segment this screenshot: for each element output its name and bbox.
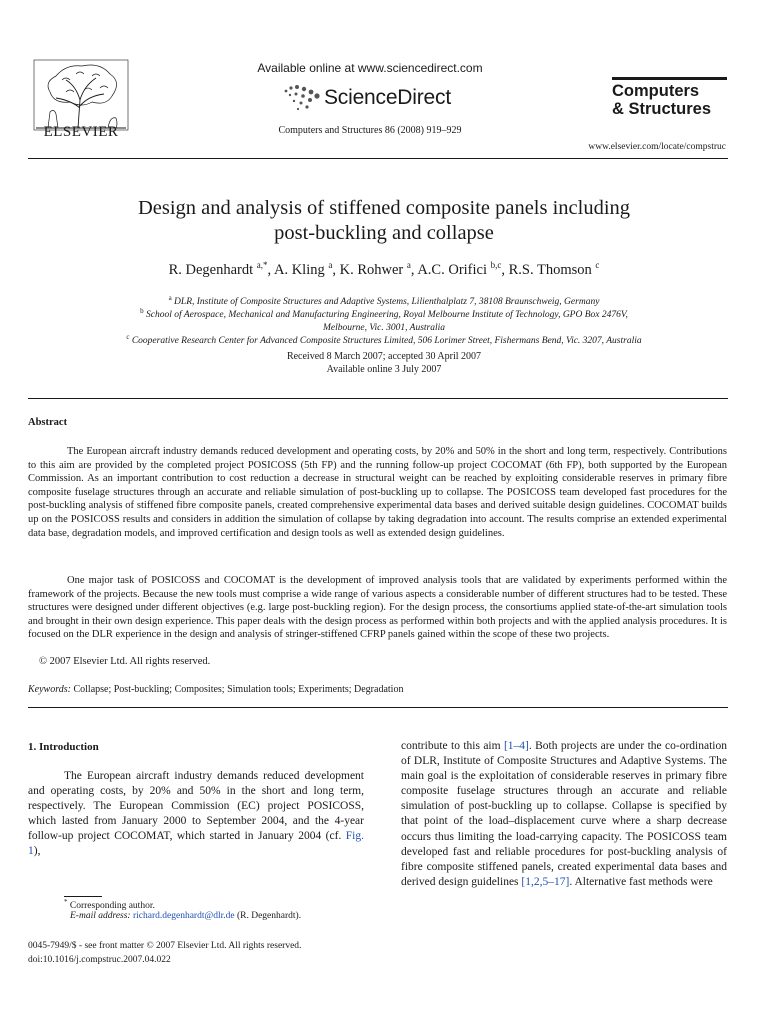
- affiliation-mark: c: [126, 333, 130, 341]
- introduction-left-column: [28, 769, 364, 860]
- introduction-right-column: [401, 739, 727, 890]
- figure-link[interactable]: Fig. 1: [28, 830, 364, 858]
- author-separator: ,: [501, 261, 509, 278]
- header-divider: [28, 158, 728, 159]
- footnote-mark: *: [64, 898, 68, 906]
- affiliation-text-continued: Melbourne, Vic. 3001, Australia: [322, 322, 446, 333]
- available-online-text: Available online at www.sciencedirect.com: [257, 61, 483, 75]
- available-online-date: Available online 3 July 2007: [326, 364, 442, 375]
- section-heading-introduction: 1. Introduction: [28, 741, 99, 753]
- author-separator: ,: [332, 261, 340, 278]
- body-text: contribute to this aim: [401, 740, 504, 752]
- affiliation-text: School of Aerospace, Mechanical and Manufacturing Engineering, Royal Melbourne Institute of Technology, GPO Box 2476V,: [146, 310, 628, 321]
- author-affiliation-mark: a,*: [256, 260, 268, 270]
- affiliation-mark: b: [140, 307, 144, 315]
- author-affiliation-mark: c: [595, 260, 600, 270]
- publisher-logo-text: ELSEVIER: [43, 124, 119, 140]
- author-affiliation-mark: a: [406, 260, 411, 270]
- article-dates: [200, 350, 568, 376]
- keywords-list: Collapse; Post-buckling; Composites; Simulation tools; Experiments; Degradation: [73, 684, 404, 695]
- citation-link[interactable]: [1–4]: [503, 740, 529, 752]
- abstract-copyright: © 2007 Elsevier Ltd. All rights reserved.: [39, 656, 211, 667]
- author-name: K. Rohwer: [339, 261, 404, 278]
- body-text: . Both projects are under the co-ordination of DLR, Institute of Composite Structures and Adaptive Systems. The main goal is the exploitation of considerable reserves in primary fibre composite fuselage structures through an accurate and reliable simulation of post-buckling up to collapse. Collapse is specified by that point of the load–displacement curve where a sharp decrease occurs thus limiting the load-carrying capacity. The POSICOSS team developed fast and reliable procedures for post-buckling analysis of fibre composite stiffened panels, created experimental data bases and derived design guidelines: [401, 740, 727, 888]
- article-title-line1: Design and analysis of stiffened composite panels including: [137, 197, 631, 219]
- journal-title-line1: Computers: [612, 82, 700, 100]
- author-separator: ,: [410, 261, 418, 278]
- author-list: [60, 260, 708, 279]
- corresponding-author-note: [64, 898, 155, 911]
- sciencedirect-dots-icon: [282, 83, 322, 113]
- author-name: A. Kling: [273, 261, 325, 278]
- keywords: [28, 684, 727, 695]
- article-title: [60, 196, 708, 246]
- abstract-divider-bottom: [28, 707, 728, 708]
- body-text: The European aircraft industry demands reduced development and operating costs, by 20% and 50% in the short and long term, respectively. The European Commission (EC) project POSICOSS, which lasted from January 2000 to September 2004, and the 4-year follow-up project COCOMAT, which started in January 2004 (cf.: [28, 770, 364, 843]
- author-name: R. Degenhardt: [168, 261, 254, 278]
- author-separator: ,: [267, 261, 274, 278]
- issn-line: 0045-7949/$ - see front matter © 2007 Elsevier Ltd. All rights reserved.: [28, 941, 302, 951]
- journal-title-line2: & Structures: [612, 100, 712, 118]
- body-text: . Alternative fast methods were: [569, 875, 713, 888]
- journal-title: [612, 82, 742, 118]
- doi-line: doi:10.1016/j.compstruc.2007.04.022: [28, 955, 171, 965]
- author-name: R.S. Thomson: [508, 261, 592, 278]
- citation-link[interactable]: [1,2,5–17]: [521, 875, 570, 888]
- email-label: E-mail address:: [70, 911, 131, 921]
- corresponding-author-text: Corresponding author.: [69, 901, 155, 912]
- author-affiliation-mark: a: [328, 260, 333, 270]
- journal-citation: Computers and Structures 86 (2008) 919–929: [278, 125, 462, 136]
- email-owner: (R. Degenhardt).: [236, 911, 302, 921]
- author-affiliation-mark: b,c: [490, 260, 502, 270]
- abstract-heading: Abstract: [28, 417, 68, 428]
- affiliation-b: [80, 305, 688, 334]
- affiliation-text: DLR, Institute of Composite Structures and Adaptive Systems, Lilienthalplatz 7, 38108 Braunschweig, Germany: [174, 297, 600, 308]
- affiliation-text: Cooperative Research Center for Advanced Composite Structures Limited, 506 Lorimer Street, Fishermans Bend, Vic. 3207, Australia: [131, 336, 642, 347]
- email-link[interactable]: richard.degenhardt@dlr.de: [132, 911, 235, 921]
- journal-title-rule: [612, 77, 727, 80]
- body-text: ),: [33, 845, 41, 858]
- article-title-line2: post-buckling and collapse: [274, 222, 494, 244]
- sciencedirect-logo-text: ScienceDirect: [324, 86, 451, 109]
- journal-url-link[interactable]: www.elsevier.com/locate/compstruc: [588, 142, 726, 152]
- received-accepted-dates: Received 8 March 2007; accepted 30 April 2007: [286, 351, 482, 362]
- footnote-rule: [64, 896, 102, 897]
- affiliation-mark: a: [168, 294, 172, 302]
- abstract-divider-top: [28, 398, 728, 399]
- abstract-paragraph-1: The European aircraft industry demands reduced development and operating costs, by 20% and 50% in the short and long term, respectively. Contributions to this aim are provided by the completed project POSICOSS (5th FP) and the running follow-up project COCOMAT (6th FP), both supported by the European Commission. As an important contribution to cost reduction a decrease in structural weight can be reached by exploiting considerable reserves in primary fibre composite fuselage structures through an accurate and reliable simulation of post-buckling up to collapse. The POSICOSS team developed fast procedures for the post-buckling analysis of stiffened fibre composite panels, created comprehensive experimental data bases and derived suitable design guidelines. COCOMAT builds up on the POSICOSS results and considers in addition the simulation of collapse by taking degradation into account. The results comprise an extended experimental data base, degradation models, and improved certification and design tools as well as extended design guidelines.: [28, 446, 727, 539]
- keywords-label: Keywords:: [28, 684, 71, 695]
- email-note: [70, 911, 301, 921]
- author-name: A.C. Orifici: [417, 261, 487, 278]
- abstract-paragraph-2: One major task of POSICOSS and COCOMAT is the development of improved analysis tools that are validated by experiments performed within the framework of the projects. Because the new tools must comprise a wide range of various aspects a considerable number of different structures had to be tested. These structures were designed under different objectives (e.g. large post-buckling region). For the design process, the consortiums applied state-of-the-art simulation tools and brought in their own design experience. This paper deals with the design process as performed within both projects and with the applied analysis procedures. It is focused on the DLR experience in the design and analysis of stringer-stiffened CFRP panels gained within the scope of these two projects.: [28, 575, 727, 641]
- affiliation-c: [80, 331, 688, 348]
